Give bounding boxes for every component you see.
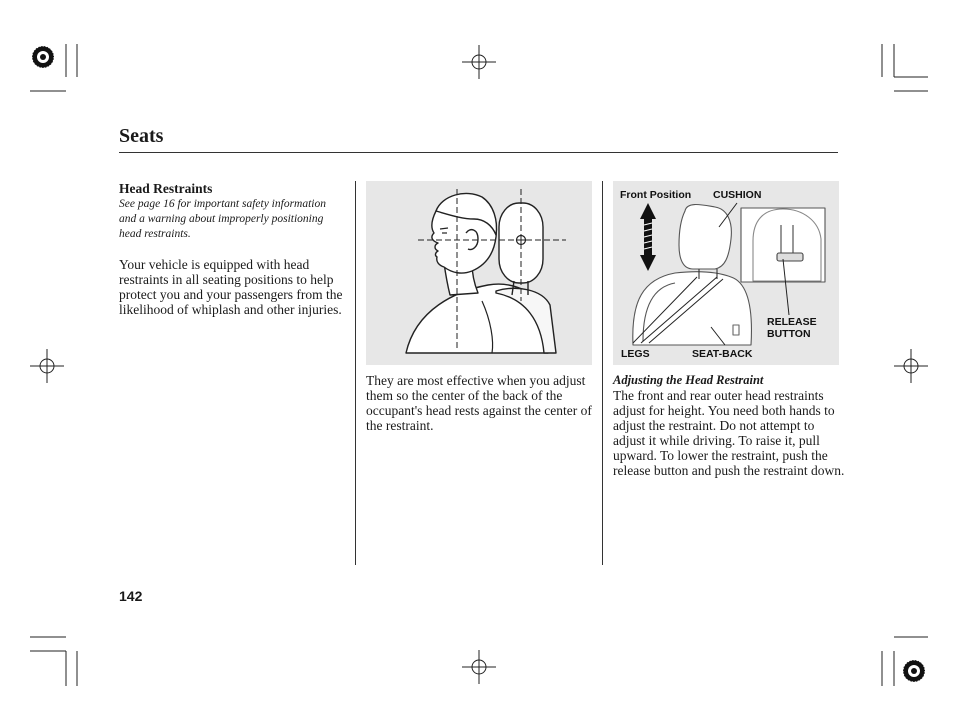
left-column xyxy=(119,181,344,317)
head-restraints-heading: Head Restraints xyxy=(119,181,213,196)
middle-paragraph: They are most effective when you adjust them so the center of the back of the occupant's head rests against the center of the restraint. xyxy=(366,373,592,433)
page-number: 142 xyxy=(119,588,143,604)
safety-note: See page 16 for important safety information and a warning about improperly positioning head restraints. xyxy=(119,198,326,240)
adjusting-paragraph: The front and rear outer head restraints adjust for height. You need both hands to adjust the restraint. Do not attempt to adjust it while driving. To raise it, pull upward. To lower the restraint, push the release button and push the restraint down. xyxy=(613,388,845,478)
adjust-figure xyxy=(613,181,839,365)
right-column-text xyxy=(613,373,845,478)
head-restraint-illustration xyxy=(366,181,592,365)
column-divider xyxy=(602,181,603,565)
head-position-figure xyxy=(366,181,592,365)
section-title: Seats xyxy=(119,125,164,147)
registration-target-icon xyxy=(903,660,925,682)
column-divider xyxy=(355,181,356,565)
legs-label: LEGS xyxy=(621,348,650,360)
adjusting-heading: Adjusting the Head Restraint xyxy=(613,373,764,387)
intro-paragraph: Your vehicle is equipped with head restraints in all seating positions to help protect you and your passengers from the likelihood of whiplash and other injuries. xyxy=(119,257,343,317)
front-position-label: Front Position xyxy=(620,189,692,201)
cushion-label: CUSHION xyxy=(713,189,762,201)
registration-target-icon xyxy=(32,46,54,68)
release-button-label: RELEASE BUTTON xyxy=(767,316,817,340)
seat-back-label: SEAT-BACK xyxy=(692,348,753,360)
title-rule xyxy=(119,152,838,153)
